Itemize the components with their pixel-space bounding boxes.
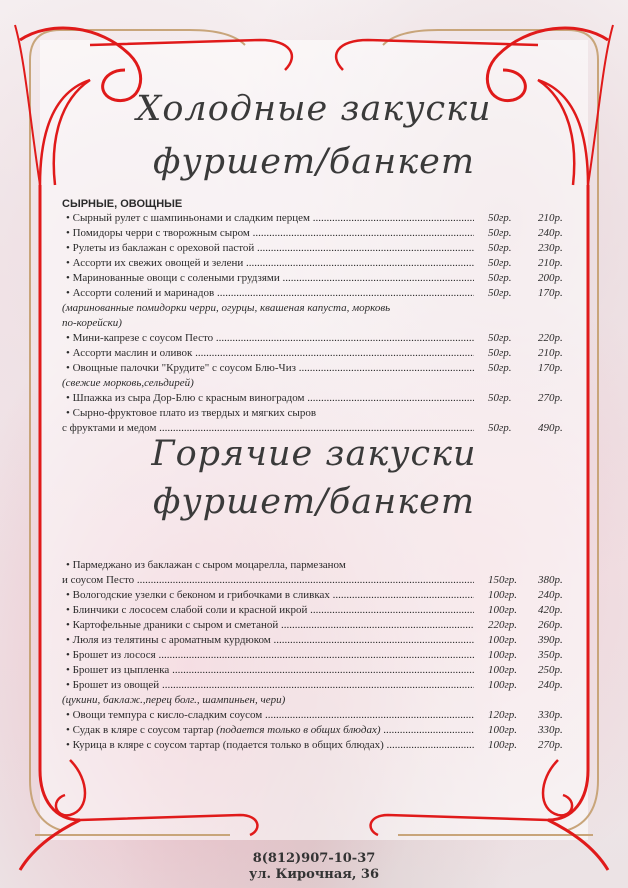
menu-item: • Маринованные овощи с солеными грудзями ..... 50гр. 200р. <box>62 271 572 286</box>
item-note: (свежие морковь,сельдирей) <box>62 377 194 389</box>
menu-item: • Ассорти их свежих овощей и зелени ..... 50гр. 210р. <box>62 256 572 271</box>
menu-item: • Шпажка из сыра Дор-Блю с красным виноградом ..... 50гр. 270р. <box>62 391 572 406</box>
menu-item: • Брошет из овощей ..... 100гр. 240р. <box>62 678 572 693</box>
menu-item: • Ассорти маслин и оливок ..... 50гр. 210р. <box>62 346 572 361</box>
item-note: (цукини, баклаж.,перец болг., шампиньен, чери) <box>62 694 286 706</box>
hot-title-line1: Горячие закуски <box>151 434 477 474</box>
menu-item: • Рулеты из баклажан с ореховой пастой ..... 50гр. 230р. <box>62 241 572 256</box>
menu-item: • Сырный рулет с шампиньонами и сладким перцем ..... 50гр. 210р. <box>62 211 572 226</box>
menu-item: • Мини-капрезе с соусом Песто ..... 50гр. 220р. <box>62 331 572 346</box>
menu-item: • Овощные палочки "Крудите" с соусом Блю-Чиз ..... 50гр. 170р. <box>62 361 572 376</box>
section-heading: СЫРНЫЕ, ОВОЩНЫЕ <box>62 198 183 210</box>
menu-item: • Сырно-фруктовое плато из твердых и мягких сыров <box>62 406 572 421</box>
hot-title-line2: фуршет/банкет <box>152 482 476 522</box>
phone-number: 8(812)907-10-37 <box>252 851 376 866</box>
menu-item: • Овощи темпура с кисло-сладким соусом ..... 120гр. 330р. <box>62 708 572 723</box>
menu-item: • Ассорти солений и маринадов ..... 50гр. 170р. <box>62 286 572 301</box>
cold-title-line1: Холодные закуски <box>136 89 492 129</box>
menu-item: • Помидоры черри с творожным сыром ..... 50гр. 240р. <box>62 226 572 241</box>
item-note: (маринованные помидорки черри, огурцы, квашеная капуста, морковь <box>62 302 391 314</box>
menu-item: • Люля из телятины с ароматным курдюком ..... 100гр. 390р. <box>62 633 572 648</box>
menu-item: • Курица в кляре с соусом тартар (подается только в общих блюдах) ..... 100гр. 270р. <box>62 738 572 753</box>
item-note: по-корейски) <box>62 317 122 329</box>
menu-item: • Брошет из лосося ..... 100гр. 350р. <box>62 648 572 663</box>
menu-item: • Судак в кляре с соусом тартар (подается только в общих блюдах) ..... 100гр. 330р. <box>62 723 572 738</box>
address: ул. Кирочная, 36 <box>249 867 379 882</box>
menu-item-continuation: и соусом Песто ..... 150гр. 380р. <box>62 573 572 588</box>
menu-item: • Брошет из цыпленка ..... 100гр. 250р. <box>62 663 572 678</box>
cold-title-line2: фуршет/банкет <box>152 142 476 182</box>
menu-item-continuation: с фруктами и медом ..... 50гр. 490р. <box>62 421 572 436</box>
menu-item: • Картофельные драники с сыром и сметаной ..... 220гр. 260р. <box>62 618 572 633</box>
menu-item: • Пармеджано из баклажан с сыром моцарелла, пармезаном <box>62 558 572 573</box>
menu-item: • Блинчики с лососем слабой соли и красной икрой ..... 100гр. 420р. <box>62 603 572 618</box>
menu-item: • Вологодские узелки с беконом и грибочками в сливках ..... 100гр. 240р. <box>62 588 572 603</box>
